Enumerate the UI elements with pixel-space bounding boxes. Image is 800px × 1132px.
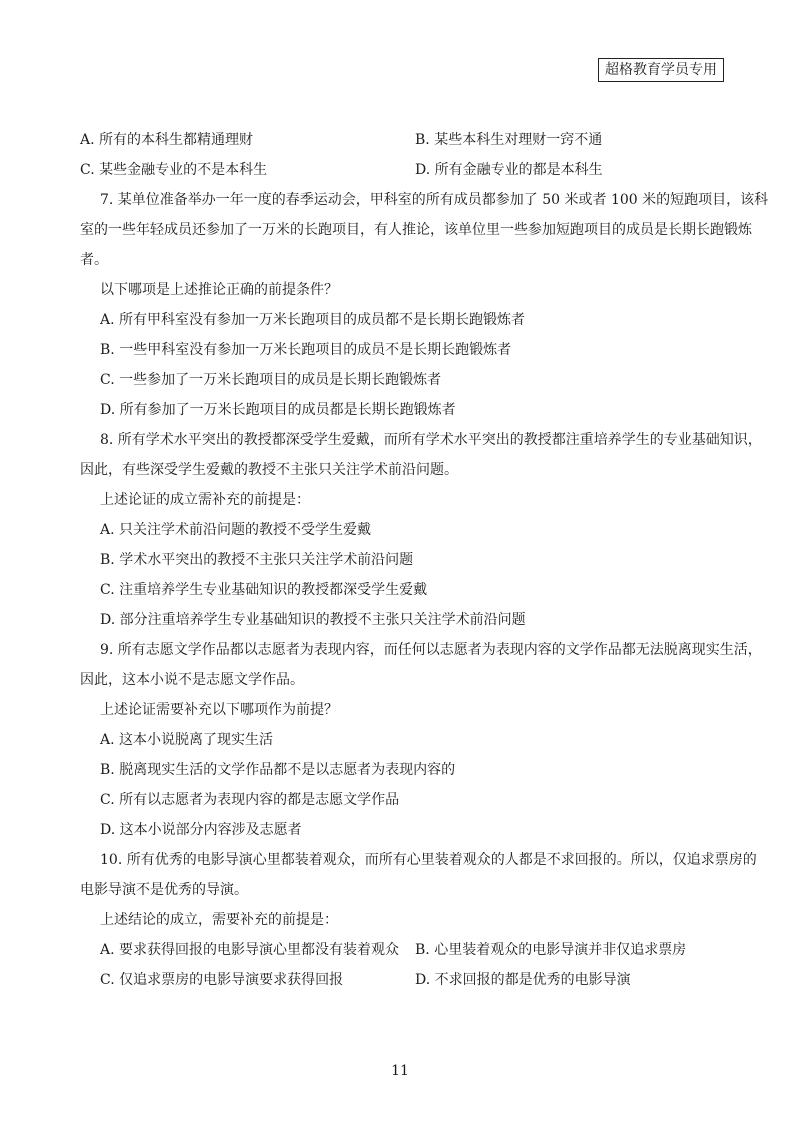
q8-stem-line-1: 8. 所有学术水平突出的教授都深受学生爱戴，而所有学术水平突出的教授都注重培养学生的专业基础知识， <box>100 432 762 448</box>
q9-option-c: C. 所有以志愿者为表现内容的都是志愿文学作品 <box>100 792 400 808</box>
q10-stem-line-1: 10. 所有优秀的电影导演心里都装着观众，而所有心里装着观众的人都是不求回报的。所以，仅追求票房的 <box>100 852 757 868</box>
q7-prompt: 以下哪项是上述推论正确的前提条件？ <box>100 282 338 298</box>
q6-option-d: D. 所有金融专业的都是本科生 <box>415 162 603 178</box>
q9-option-b: B. 脱离现实生活的文学作品都不是以志愿者为表现内容的 <box>100 762 456 778</box>
q9-stem-line-1: 9. 所有志愿文学作品都以志愿者为表现内容，而任何以志愿者为表现内容的文学作品都无法脱离现实生活， <box>100 642 762 658</box>
q9-stem-line-2: 因此，这本小说不是志愿文学作品。 <box>80 672 304 688</box>
q7-stem-line-2: 室的一些年轻成员还参加了一万米的长跑项目，有人推论，该单位里一些参加短跑项目的成员是长期长跑锻炼 <box>80 222 752 238</box>
q10-option-c: C. 仅追求票房的电影导演要求获得回报 <box>100 972 344 988</box>
q8-option-b: B. 学术水平突出的教授不主张只关注学术前沿问题 <box>100 552 414 568</box>
q8-stem-line-2: 因此，有些深受学生爱戴的教授不主张只关注学术前沿问题。 <box>80 462 458 478</box>
q9-option-d: D. 这本小说部分内容涉及志愿者 <box>100 822 302 838</box>
q9-prompt: 上述论证需要补充以下哪项作为前提？ <box>100 702 338 718</box>
q7-stem-line-3: 者。 <box>80 252 108 268</box>
q8-prompt: 上述论证的成立需补充的前提是： <box>100 492 310 508</box>
q8-option-c: C. 注重培养学生专业基础知识的教授都深受学生爱戴 <box>100 582 428 598</box>
page-number: 11 <box>391 1063 409 1079</box>
q6-option-b: B. 某些本科生对理财一窍不通 <box>415 132 603 148</box>
q10-option-a: A. 要求获得回报的电影导演心里都没有装着观众 <box>100 942 400 958</box>
q10-option-d: D. 不求回报的都是优秀的电影导演 <box>415 972 631 988</box>
q7-stem-line-1: 7. 某单位准备举办一年一度的春季运动会，甲科室的所有成员都参加了 50 米或者 100 米的短跑项目，该科 <box>100 192 769 208</box>
q10-prompt: 上述结论的成立，需要补充的前提是： <box>100 912 338 928</box>
q7-option-c: C. 一些参加了一万米长跑项目的成员是长期长跑锻炼者 <box>100 372 442 388</box>
q7-option-a: A. 所有甲科室没有参加一万米长跑项目的成员都不是长期长跑锻炼者 <box>100 312 526 328</box>
q10-stem-line-2: 电影导演不是优秀的导演。 <box>80 882 248 898</box>
q7-option-b: B. 一些甲科室没有参加一万米长跑项目的成员不是长期长跑锻炼者 <box>100 342 512 358</box>
q6-option-c: C. 某些金融专业的不是本科生 <box>80 162 268 178</box>
q6-option-a: A. 所有的本科生都精通理财 <box>80 132 254 148</box>
q8-option-d: D. 部分注重培养学生专业基础知识的教授不主张只关注学术前沿问题 <box>100 612 526 628</box>
q8-option-a: A. 只关注学术前沿问题的教授不受学生爱戴 <box>100 522 372 538</box>
q9-option-a: A. 这本小说脱离了现实生活 <box>100 732 274 748</box>
q10-option-b: B. 心里装着观众的电影导演并非仅追求票房 <box>415 942 687 958</box>
exclusive-badge: 超格教育学员专用 <box>598 58 724 82</box>
q7-option-d: D. 所有参加了一万米长跑项目的成员都是长期长跑锻炼者 <box>100 402 456 418</box>
